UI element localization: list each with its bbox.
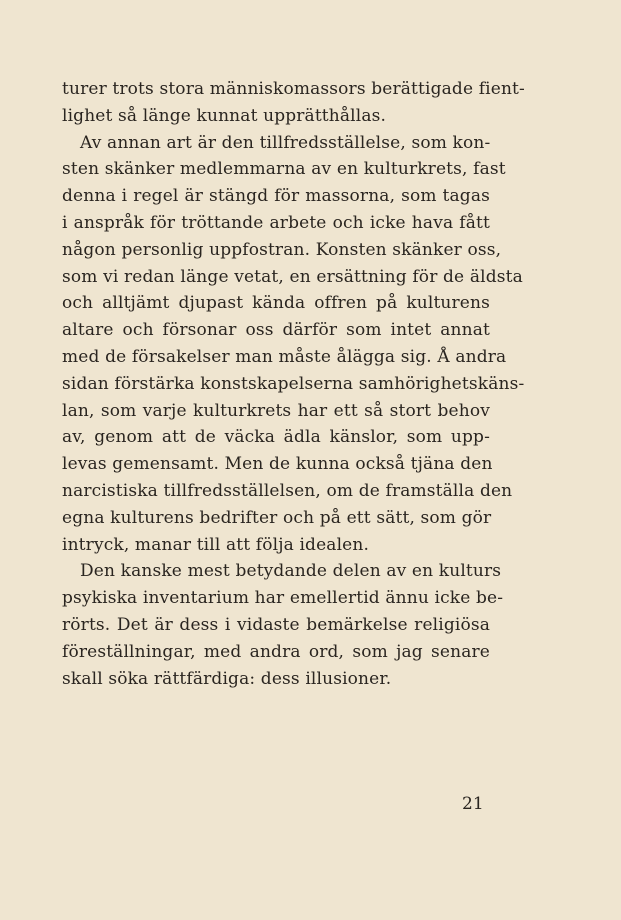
text-line: av, genom att de väcka ädla känslor, som upp- xyxy=(62,427,490,448)
text-line: i anspråk för tröttande arbete och icke hava fått xyxy=(62,212,490,233)
text-line: med de försakelser man måste ålägga sig. Å andra xyxy=(62,346,507,367)
text-line: psykiska inventarium har emellertid ännu icke be- xyxy=(62,588,504,609)
text-line: sten skänker medlemmarna av en kulturkrets, fast xyxy=(62,159,506,180)
text-line: levas gemensamt. Men de kunna också tjäna den xyxy=(62,454,493,475)
text-line: och alltjämt djupast kända offren på kulturens xyxy=(62,293,490,314)
text-line: narcistiska tillfredsställelsen, om de framställa den xyxy=(62,480,513,501)
text-line: sidan förstärka konstskapelserna samhörighetskäns- xyxy=(62,373,525,394)
text-line: rörts. Det är dess i vidaste bemärkelse religiösa xyxy=(62,614,490,635)
page-number: 21 xyxy=(462,794,484,814)
text-line: lan, som varje kulturkrets har ett så stort behov xyxy=(62,400,490,421)
text-line: denna i regel är stängd för massorna, som tagas xyxy=(62,186,490,207)
text-line: altare och försonar oss därför som intet annat xyxy=(62,320,490,341)
text-line: egna kulturens bedrifter och på ett sätt, som gör xyxy=(62,507,492,528)
text-line: turer trots stora människomassors berättigade fient- xyxy=(62,79,525,99)
text-line: intryck, manar till att följa idealen. xyxy=(62,534,370,555)
text-line: skall söka rättfärdiga: dess illusioner. xyxy=(62,668,392,689)
text-line: någon personlig uppfostran. Konsten skänker oss, xyxy=(62,239,502,260)
body-text xyxy=(62,76,525,692)
text-line: Den kanske mest betydande delen av en kulturs xyxy=(80,561,502,582)
text-line: föreställningar, med andra ord, som jag senare xyxy=(62,641,490,662)
text-line: lighet så länge kunnat upprätthållas. xyxy=(62,105,387,126)
text-line: Av annan art är den tillfredsställelse, som kon- xyxy=(80,132,491,153)
text-line: som vi redan länge vetat, en ersättning för de äldsta xyxy=(62,266,523,287)
